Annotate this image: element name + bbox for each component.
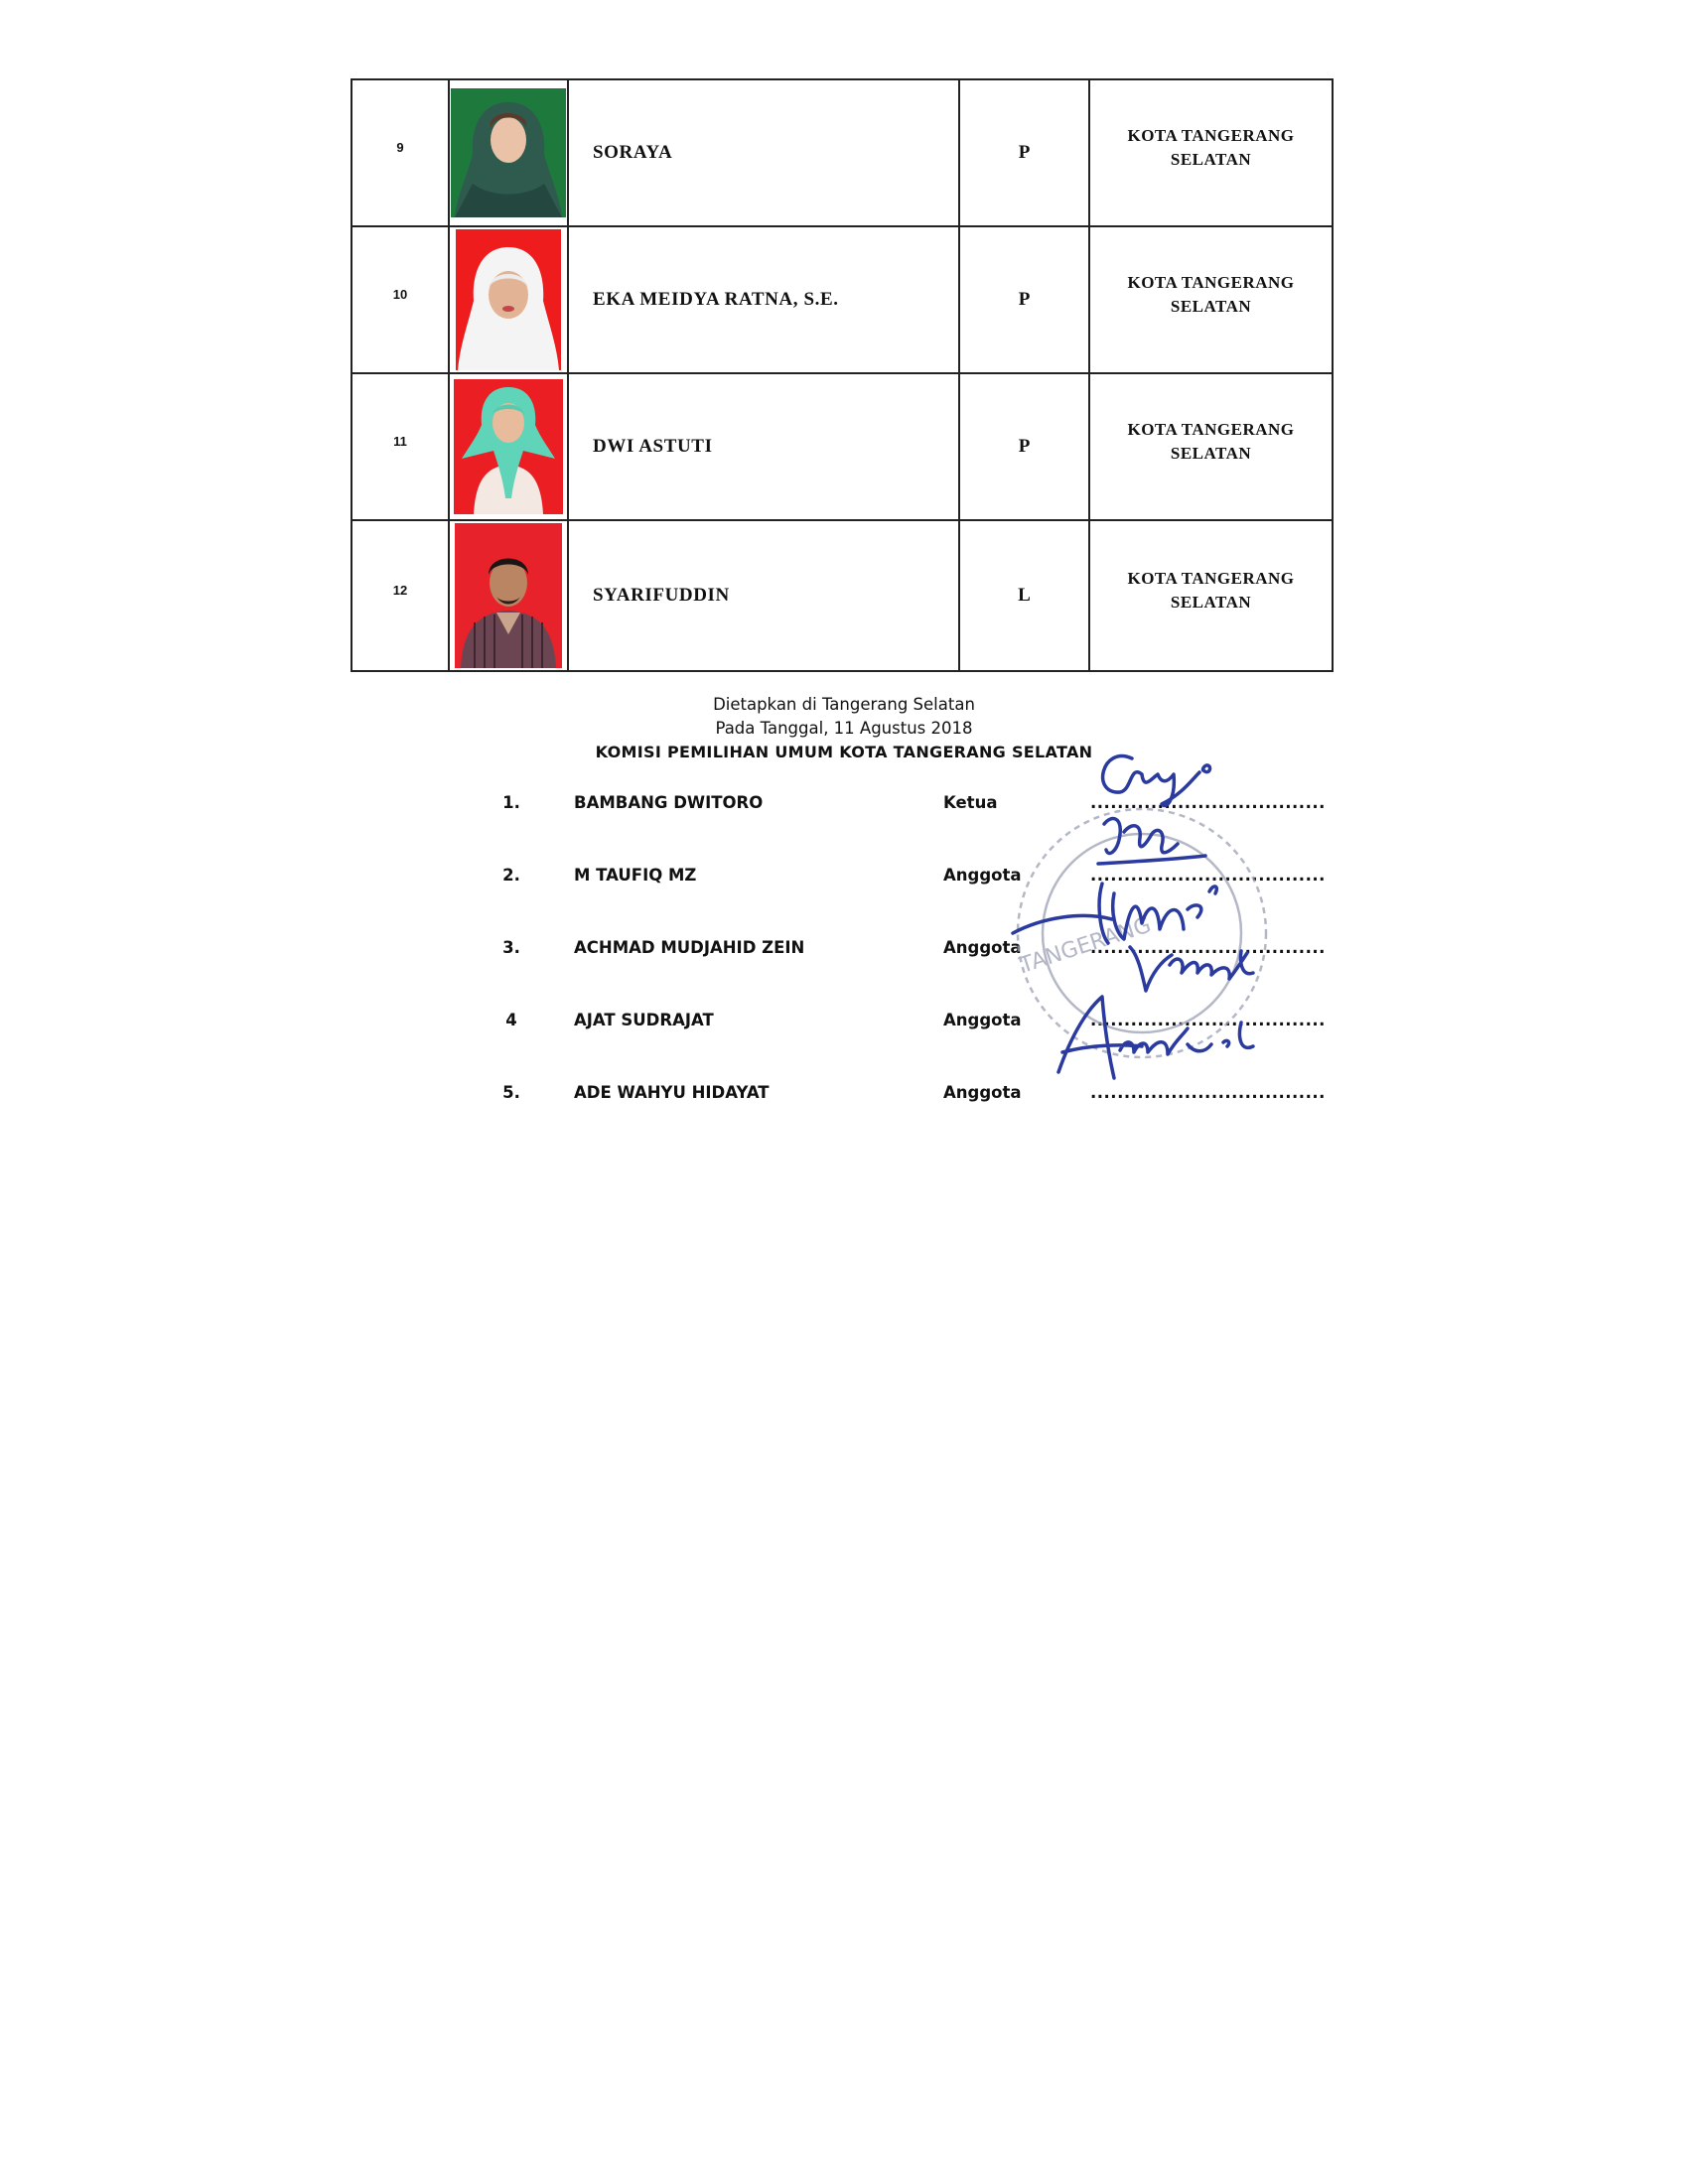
signer-name: M TAUFIQ MZ (574, 866, 697, 885)
signer-number: 2. (502, 866, 520, 885)
signature-line: ................................... (1090, 1011, 1326, 1029)
signer-row (0, 793, 1688, 823)
candidate-photo (451, 88, 566, 217)
signer-row (0, 1011, 1688, 1040)
institution-name: KOMISI PEMILIHAN UMUM KOTA TANGERANG SELATAN (595, 743, 1093, 761)
signer-name: ACHMAD MUDJAHID ZEIN (574, 938, 805, 957)
candidate-name: SYARIFUDDIN (568, 520, 959, 671)
candidate-photo (456, 229, 561, 370)
candidate-gender: L (959, 520, 1089, 671)
signature-line: ................................... (1090, 866, 1326, 885)
signatures-and-stamp (993, 735, 1350, 1122)
signer-name: BAMBANG DWITORO (574, 793, 764, 812)
signer-role: Ketua (943, 793, 998, 812)
signer-role: Anggota (943, 1083, 1022, 1102)
candidate-photo-cell (449, 373, 568, 520)
row-number: 12 (352, 520, 449, 671)
signer-number: 1. (502, 793, 520, 812)
candidate-gender: P (959, 79, 1089, 226)
candidate-photo-cell (449, 226, 568, 373)
candidate-region: KOTA TANGERANG SELATAN (1089, 79, 1333, 226)
svg-text:TANGERANG: TANGERANG (1017, 912, 1155, 979)
establishment-place: Dietapkan di Tangerang Selatan (713, 695, 975, 714)
signer-number: 3. (502, 938, 520, 957)
signature-line: ................................... (1090, 1083, 1326, 1102)
candidate-region: KOTA TANGERANG SELATAN (1089, 373, 1333, 520)
candidate-name: SORAYA (568, 79, 959, 226)
candidate-photo-cell (449, 79, 568, 226)
candidate-name: DWI ASTUTI (568, 373, 959, 520)
signature-4 (1130, 947, 1253, 991)
candidate-gender: P (959, 373, 1089, 520)
signature-line: ................................... (1090, 938, 1326, 957)
table-row (352, 79, 1333, 226)
signer-row (0, 938, 1688, 968)
table-row (352, 373, 1333, 520)
signature-line: ................................... (1090, 793, 1326, 812)
signer-number: 5. (502, 1083, 520, 1102)
signer-number: 4 (505, 1011, 517, 1029)
signer-role: Anggota (943, 866, 1022, 885)
signature-2 (1098, 819, 1205, 864)
candidate-name: EKA MEIDYA RATNA, S.E. (568, 226, 959, 373)
signer-role: Anggota (943, 938, 1022, 957)
signer-name: ADE WAHYU HIDAYAT (574, 1083, 770, 1102)
establishment-date: Pada Tanggal, 11 Agustus 2018 (715, 719, 973, 738)
candidate-photo (455, 523, 562, 668)
signer-role: Anggota (943, 1011, 1022, 1029)
candidate-photo (454, 379, 563, 514)
candidate-photo-cell (449, 520, 568, 671)
row-number: 10 (352, 226, 449, 373)
row-number: 9 (352, 79, 449, 226)
signer-row (0, 1083, 1688, 1113)
signature-5 (1058, 997, 1253, 1078)
candidate-table (351, 78, 1334, 672)
row-number: 11 (352, 373, 449, 520)
candidate-region: KOTA TANGERANG SELATAN (1089, 226, 1333, 373)
signer-name: AJAT SUDRAJAT (574, 1011, 714, 1029)
signature-1 (1103, 756, 1210, 806)
table-row (352, 226, 1333, 373)
candidate-region: KOTA TANGERANG SELATAN (1089, 520, 1333, 671)
candidate-gender: P (959, 226, 1089, 373)
table-row (352, 520, 1333, 671)
signer-row (0, 866, 1688, 895)
